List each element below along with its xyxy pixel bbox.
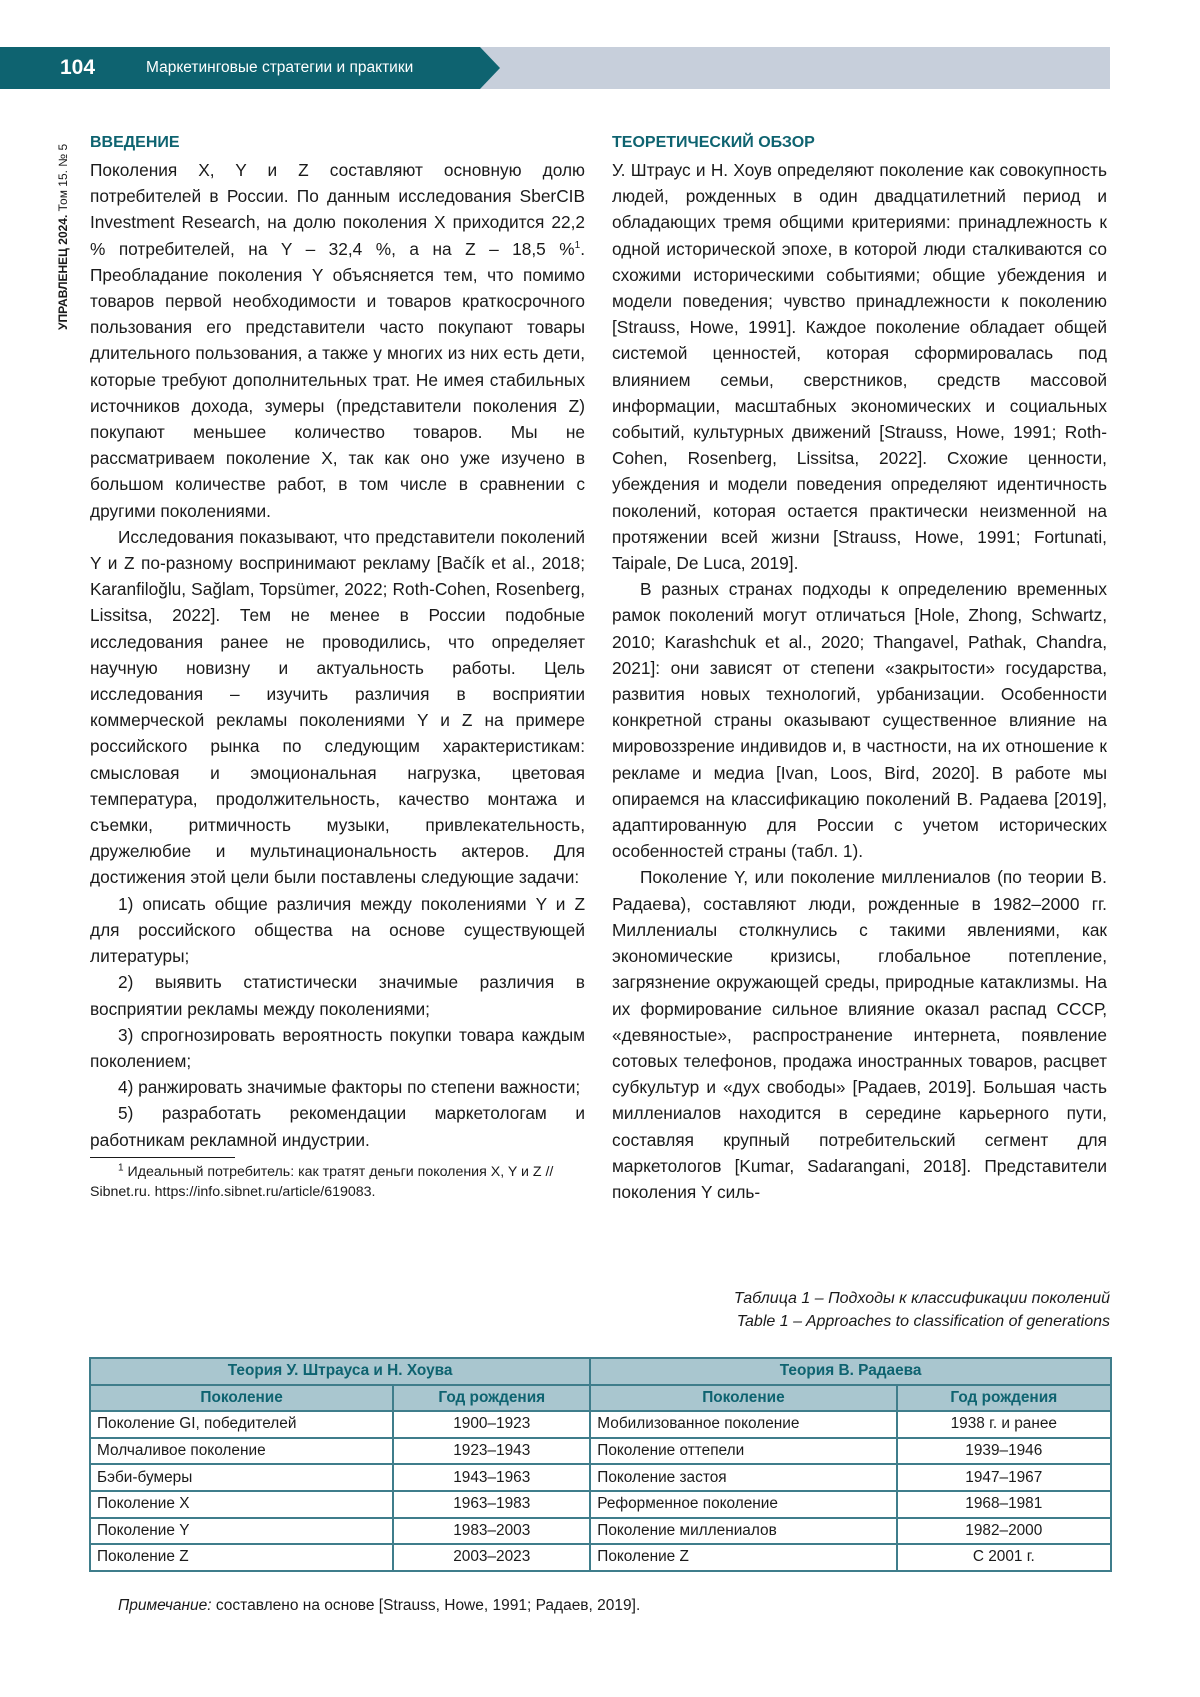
- page-number: 104: [60, 56, 96, 79]
- paragraph: В разных странах подходы к определению временных рамок поколений могут отличаться [Hole, Zhong, Schwartz, 2010; Karashchuk et al., 2020; Thangavel, Pathak, Chandra, 2021]: они зависят от степени «закрытости» государства, развития новых технологий, урбанизации. Особенности конкретной страны оказывают существенное влияние на мировоззрение индивидов и, в частности, на их отношение к рекламе и медиа [Ivan, Loos, Bird, 2020]. В работе мы опираемся на классификацию поколений В. Радаева [2019], адаптированную для России с учетом исторических особенностей страны (табл. 1).: [612, 579, 1107, 862]
- column-header: Поколение: [590, 1385, 896, 1412]
- cell: 1982–2000: [897, 1518, 1111, 1545]
- heading-introduction: ВВЕДЕНИЕ: [90, 134, 180, 151]
- paragraph: У. Штраус и Н. Хоув определяют поколение как совокупность людей, рожденных в один двадцатилетний период и обладающих тремя общими критериями: принадлежность к одной исторической эпохе, в которой люди сталкиваются со схожими историческими событиями; общие убеждения и модели поведения; чувство принадлежности к поколению [Strauss, Howe, 1991]. Каждое поколение обладает общей системой ценностей, которая сформировалась под влиянием семьи, сверстников, средств массовой информации, масштабных экономических и социальных событий, культурных движений [Strauss, Howe, 1991; Roth-Cohen, Rosenberg, Lissitsa, 2022]. Схожие ценности, убеждения и модели поведения определяют идентичность поколений, которая остается практически неизменной на протяжении всей жизни [Strauss, Howe, 1991; Fortunati, Taipale, De Luca, 2019].: [612, 160, 1107, 574]
- cell: Мобилизованное поколение: [590, 1411, 896, 1438]
- column-header: Год рождения: [897, 1385, 1111, 1412]
- generations-table: [89, 1357, 1112, 1572]
- task-item: 1) описать общие различия между поколениями Y и Z для российского общества на основе существующей литературы;: [90, 893, 585, 967]
- footnote-divider: [90, 1157, 235, 1158]
- table-row: [90, 1411, 1111, 1438]
- cell: 1939–1946: [897, 1438, 1111, 1465]
- table-caption-ru: Таблица 1 – Подходы к классификации поколений: [733, 1290, 1110, 1307]
- note-label: Примечание:: [118, 1597, 212, 1614]
- right-column: [612, 133, 1107, 1205]
- paragraph: Поколение Y, или поколение миллениалов (по теории В. Радаева), составляют люди, рожденные в 1982–2000 гг. Миллениалы столкнулись с такими явлениями, как экономические кризисы, глобальное потепление, загрязнение окружающей среды, природные катаклизмы. На их формирование сильное влияние оказал распад СССР, «девяностые», распространение интернета, появление сотовых телефонов, продажа иностранных товаров, расцвет субкультур и «дух свободы» [Радаев, 2019]. Большая часть миллениалов находится в середине карьерного пути, составляя крупный потребительский сегмент для маркетологов [Kumar, Sadarangani, 2018]. Представители поколения Y силь-: [612, 867, 1107, 1202]
- table-row: [90, 1464, 1111, 1491]
- cell: С 2001 г.: [897, 1544, 1111, 1571]
- table-column-header-row: [90, 1385, 1111, 1412]
- table-group-header-row: [90, 1358, 1111, 1385]
- paragraph-text: Поколения X, Y и Z составляют основную долю потребителей в России. По данным исследования SberCIB Investment Research, на долю поколения X приходится 22,2 % потребителей, на Y – 32,4 %, а на Z – 18,5 %: [90, 160, 585, 259]
- footnote-ref[interactable]: 1: [574, 239, 581, 251]
- table-caption-en: Table 1 – Approaches to classification of generations: [736, 1313, 1110, 1330]
- cell: 1943–1963: [393, 1464, 590, 1491]
- table-row: [90, 1544, 1111, 1571]
- cell: Поколение застоя: [590, 1464, 896, 1491]
- running-header: [0, 47, 1110, 89]
- column-header: Год рождения: [393, 1385, 590, 1412]
- footnote-mark: 1: [118, 1161, 124, 1173]
- table-caption: [734, 1287, 1110, 1333]
- task-item: 5) разработать рекомендации маркетологам и работникам рекламной индустрии.: [90, 1103, 585, 1150]
- cell: Реформенное поколение: [590, 1491, 896, 1518]
- cell: 1963–1983: [393, 1491, 590, 1518]
- task-item: 3) спрогнозировать вероятность покупки товара каждым поколением;: [90, 1024, 585, 1071]
- column-header: Поколение: [90, 1385, 393, 1412]
- cell: Поколение GI, победителей: [90, 1411, 393, 1438]
- cell: 2003–2023: [393, 1544, 590, 1571]
- cell: 1900–1923: [393, 1411, 590, 1438]
- note-text: составлено на основе [Strauss, Howe, 1991; Радаев, 2019].: [211, 1597, 641, 1614]
- cell: 1923–1943: [393, 1438, 590, 1465]
- task-item: 4) ранжировать значимые факторы по степени важности;: [118, 1077, 581, 1098]
- cell: 1983–2003: [393, 1518, 590, 1545]
- cell: Поколение Z: [590, 1544, 896, 1571]
- table-row: [90, 1438, 1111, 1465]
- paragraph-text: . Преобладание поколения Y объясняется тем, что помимо товаров первой необходимости и товаров краткосрочного пользования его представители часто покупают товары длительного пользования, а также у многих из них есть дети, которые требуют дополнительных трат. Не имея стабильных источников дохода, зумеры (представители поколения Z) покупают меньшее количество товаров. Мы не рассматриваем поколение X, так как оно уже изучено в большом количестве работ, в том числе в сравнении с другими поколениями.: [90, 238, 585, 521]
- table-note: [118, 1597, 640, 1615]
- cell: Молчаливое поколение: [90, 1438, 393, 1465]
- cell: Поколение X: [90, 1491, 393, 1518]
- cell: 1938 г. и ранее: [897, 1411, 1111, 1438]
- cell: Бэби-бумеры: [90, 1464, 393, 1491]
- table-row: [90, 1518, 1111, 1545]
- task-item: 2) выявить статистически значимые различия в восприятии рекламы между поколениями;: [90, 972, 585, 1019]
- table-row: [90, 1491, 1111, 1518]
- group-header-strauss-howe: Теория У. Штрауса и Н. Хоува: [90, 1358, 590, 1385]
- footnote-text: Идеальный потребитель: как тратят деньги поколения X, Y и Z // Sibnet.ru. https://info.sibnet.ru/article/619083.: [90, 1163, 554, 1200]
- section-title: Маркетинговые стратегии и практики: [146, 59, 414, 76]
- paragraph: [90, 157, 585, 524]
- journal-name: УПРАВЛЕНЕЦ 2024.: [56, 214, 70, 330]
- cell: 1968–1981: [897, 1491, 1111, 1518]
- paragraph: Исследования показывают, что представители поколений Y и Z по-разному воспринимают рекламу [Bačík et al., 2018; Karanfiloğlu, Sağlam, Topsümer, 2022; Roth-Cohen, Rosenberg, Lissitsa, 2022]. Тем не менее в России подобные исследования ранее не проводились, что определяет научную новизну и актуальность работы. Цель исследования – изучить различия в восприятии коммерческой рекламы поколениями Y и Z на примере российского рынка по следующим характеристикам: смысловая и эмоциональная нагрузка, цветовая температура, продолжительность, качество монтажа и съемки, ритмичность музыки, привлекательность, дружелюбие и мультинациональность актеров. Для достижения этой цели были поставлены следующие задачи:: [90, 526, 585, 888]
- cell: Поколение оттепели: [590, 1438, 896, 1465]
- left-column: [90, 133, 585, 1202]
- cell: 1947–1967: [897, 1464, 1111, 1491]
- heading-theory-review: ТЕОРЕТИЧЕСКИЙ ОБЗОР: [612, 134, 815, 151]
- volume-issue: Том 15. № 5: [56, 143, 70, 212]
- journal-side-label: [56, 144, 70, 330]
- cell: Поколение Y: [90, 1518, 393, 1545]
- cell: Поколение миллениалов: [590, 1518, 896, 1545]
- group-header-radaev: Теория В. Радаева: [590, 1358, 1111, 1385]
- footnote: [90, 1162, 585, 1202]
- cell: Поколение Z: [90, 1544, 393, 1571]
